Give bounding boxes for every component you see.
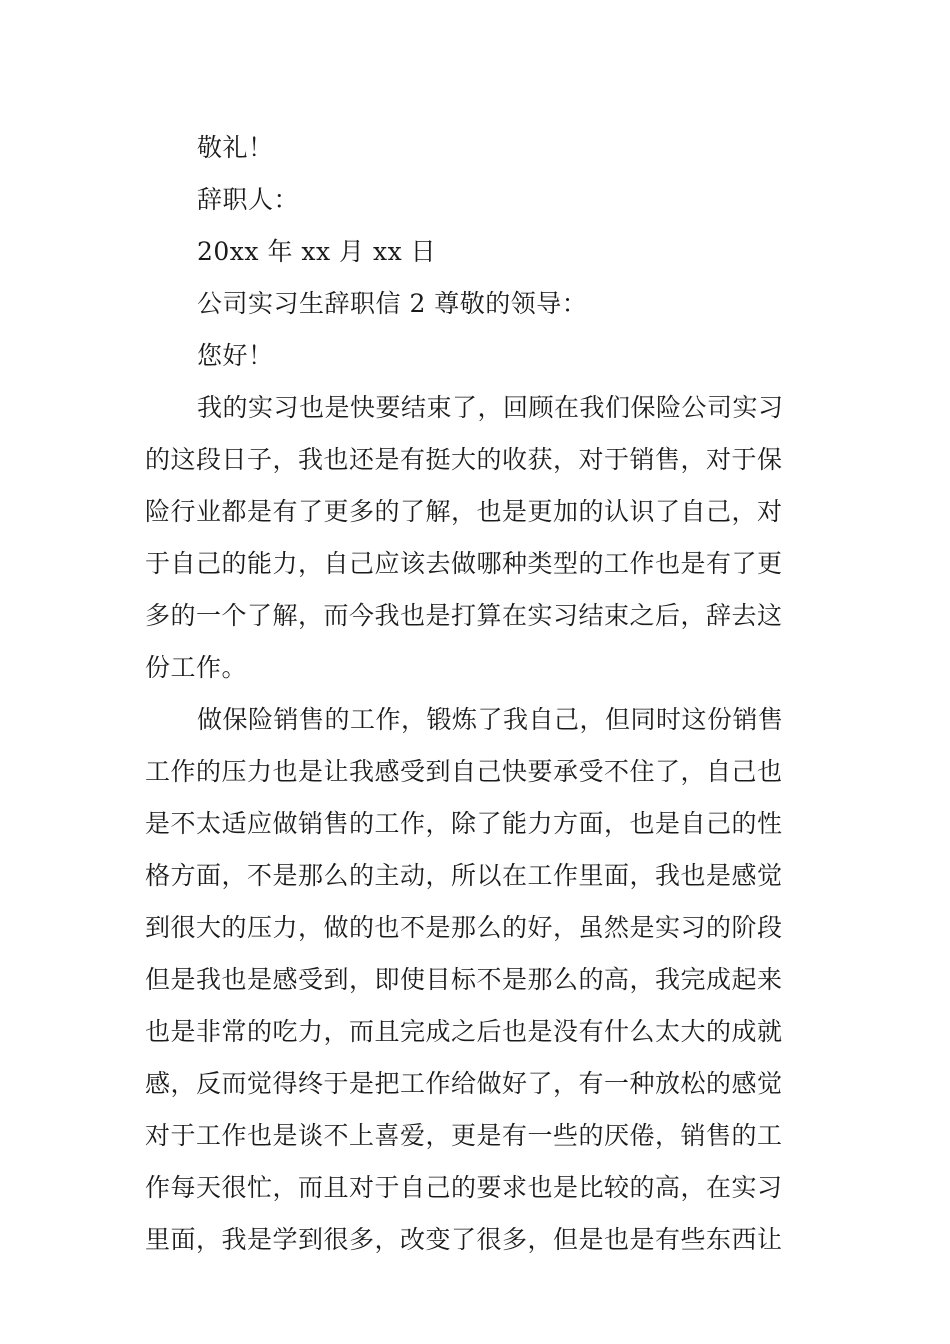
paragraph-line: 于自己的能力，自己应该去做哪种类型的工作也是有了更 — [145, 549, 783, 578]
letter-body — [145, 122, 817, 1266]
paragraph-line: 的这段日子，我也还是有挺大的收获，对于销售，对于保 — [145, 445, 783, 474]
paragraph-line: 作每天很忙，而且对于自己的要求也是比较的高，在实习 — [145, 1173, 783, 1202]
paragraph-line: 感，反而觉得终于是把工作给做好了，有一种放松的感觉 — [145, 1069, 783, 1098]
letter-heading: 公司实习生辞职信 2 尊敬的领导： — [197, 289, 588, 318]
paragraph-line: 对于工作也是谈不上喜爱，更是有一些的厌倦，销售的工 — [145, 1121, 783, 1150]
paragraph-line: 工作的压力也是让我感受到自己快要承受不住了，自己也 — [145, 757, 783, 786]
paragraph-line: 做保险销售的工作，锻炼了我自己，但同时这份销售 — [197, 705, 784, 734]
closing-signer: 辞职人： — [197, 185, 300, 214]
closing-date: 20xx 年 xx 月 xx 日 — [197, 237, 437, 266]
paragraph-line: 到很大的压力，做的也不是那么的好，虽然是实习的阶段 — [145, 913, 783, 942]
paragraph-line: 但是我也是感受到，即使目标不是那么的高，我完成起来 — [145, 965, 783, 994]
paragraph-line: 份工作。 — [145, 653, 248, 682]
letter-greeting: 您好！ — [197, 341, 274, 370]
paragraph-line: 里面，我是学到很多，改变了很多，但是也是有些东西让 — [145, 1225, 783, 1254]
paragraph-line: 是不太适应做销售的工作，除了能力方面，也是自己的性 — [145, 809, 783, 838]
paragraph-line: 也是非常的吃力，而且完成之后也是没有什么太大的成就 — [145, 1017, 783, 1046]
paragraph-line: 格方面，不是那么的主动，所以在工作里面，我也是感觉 — [145, 861, 783, 890]
paragraph-line: 险行业都是有了更多的了解，也是更加的认识了自己，对 — [145, 497, 783, 526]
closing-salutation: 敬礼！ — [197, 133, 274, 162]
paragraph-line: 我的实习也是快要结束了，回顾在我们保险公司实习 — [197, 393, 784, 422]
paragraph-line: 多的一个了解，而今我也是打算在实习结束之后，辞去这 — [145, 601, 783, 630]
